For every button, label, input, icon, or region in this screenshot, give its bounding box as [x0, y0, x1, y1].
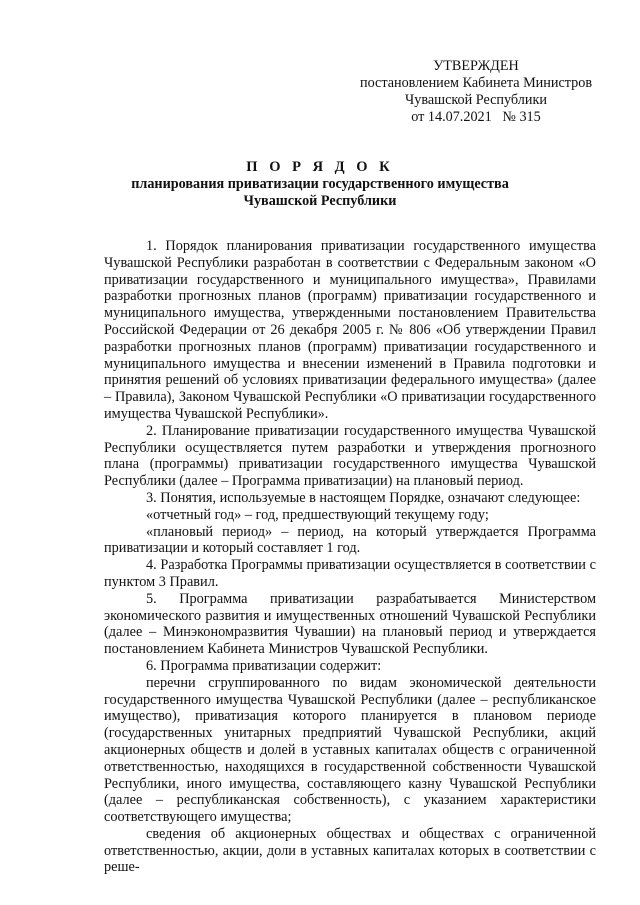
paragraph: 4. Разработка Программы приватизации осуществляется в соответствии с пунктом 3 Правил. — [104, 557, 596, 590]
paragraph: 1. Порядок планирования приватизации государственного имущества Чувашской Республики разработан в соответствии с Федеральным законом «О приватизации государственного и муниципального имущества», Правилами разработки прогнозных планов (программ) приватизации государственного и муниципального имущества, утвержденными постановлением Правительства Российской Федерации от 26 декабря 2005 г. № 806 «Об утверждении Правил разработки прогнозных планов (программ) приватизации государственного и муниципального имущества и внесении изменений в Правила подготовки и принятия решений об условиях приватизации федерального имущества» (далее – Правила), Законом Чувашской Республики «О приватизации государственного имущества Чувашской Республики». — [104, 238, 596, 422]
paragraph: «отчетный год» – год, предшествующий текущему году; — [146, 506, 489, 523]
paragraph: сведения об акционерных обществах и обществах с ограниченной ответственностью, акции, доли в уставных капиталах которых в соответствии с реше- — [104, 825, 596, 876]
title-subtitle: планирования приватизации государственного имущества — [131, 176, 509, 192]
paragraph: перечни сгруппированного по видам экономической деятельности государственного имущества Чувашской Республики (далее – республиканское имущество), приватизация которого планируется в плановом периоде (государственных унитарных предприятий Чувашской Республики, акций акционерных обществ и долей в уставных капиталах обществ с ограниченной ответственностью, находящихся в государственной собственности Чувашской Республики, иного имущества, составляющего казну Чувашской Республики (далее – республиканская собственность), с указанием характеристики соответствующего имущества; — [104, 674, 596, 826]
paragraph: 2. Планирование приватизации государственного имущества Чувашской Республики осуществляется путем разработки и утверждения прогнозного плана (программы) приватизации государственного имущества Чувашской Республики (далее – Программа приватизации) на плановый период. — [104, 422, 596, 490]
approval-line: Чувашской Республики — [405, 92, 547, 108]
approval-line: постановлением Кабинета Министров — [359, 75, 593, 91]
document-title — [0, 158, 640, 210]
title-subtitle: Чувашской Республики — [243, 193, 397, 209]
title-heading: П О Р Я Д О К — [246, 159, 394, 175]
paragraph: 3. Понятия, используемые в настоящем Порядке, означают следующее: — [146, 489, 581, 506]
paragraph: «плановый период» – период, на который утверждается Программа приватизации и который составляет 1 год. — [104, 523, 596, 557]
document-body — [104, 238, 596, 876]
approval-heading: УТВЕРЖДЕН — [433, 58, 519, 74]
paragraph: 6. Программа приватизации содержит: — [146, 657, 382, 674]
approval-date: от 14.07.2021 № 315 — [411, 109, 541, 125]
paragraph: 5. Программа приватизации разрабатывается Министерством экономического развития и имущественных отношений Чувашской Республики (далее – Минэкономразвития Чувашии) на плановый период и утверждается постановлением Кабинета Министров Чувашской Республики. — [104, 590, 596, 658]
approval-stamp — [356, 58, 596, 126]
